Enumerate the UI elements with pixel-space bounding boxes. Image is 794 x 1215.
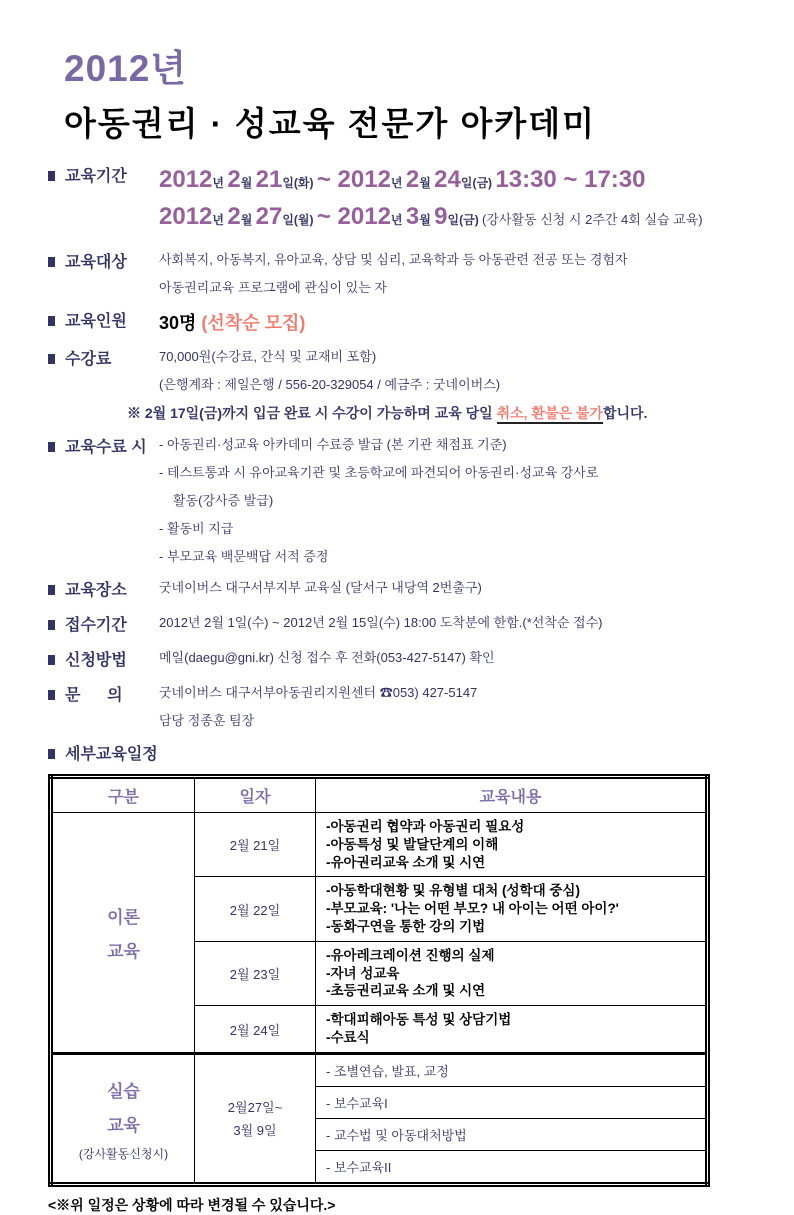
content-line: -유아권리교육 소개 및 시연 <box>326 854 486 870</box>
content-line: -아동권리 협약과 아동권리 필요성 <box>326 818 525 834</box>
content-line: -아동학대현황 및 유형별 대처 (성학대 중심) <box>326 883 580 899</box>
table-row <box>51 812 708 876</box>
text-segment: 일(화) <box>282 176 317 190</box>
header-cell-content: 교육내용 <box>316 776 708 812</box>
table-row <box>51 1053 708 1086</box>
section-apply-period <box>48 614 750 637</box>
page-title: 아동권리 · 성교육 전문가 아카데미 <box>64 105 596 142</box>
table-header-row <box>51 776 708 812</box>
text-segment: 2 <box>227 166 241 193</box>
text-segment: (선착순 모집) <box>201 312 306 333</box>
content-line: -자녀 성교육 <box>326 965 400 981</box>
target-line-2: 아동권리교육 프로그램에 관심이 있는 자 <box>159 279 387 295</box>
content-cell <box>316 941 708 1005</box>
text-segment: 년 <box>212 176 228 190</box>
section-label: 교육인원 <box>65 312 127 330</box>
text-segment: 월 <box>240 176 256 190</box>
section-venue <box>48 579 750 602</box>
target-content <box>159 251 628 298</box>
apply-method-content: 메일(daegu@gni.kr) 신청 접수 후 전화(053-427-5147) 확인 <box>159 649 495 665</box>
capacity-content <box>159 310 305 336</box>
text-segment: 년 <box>390 213 406 227</box>
text-segment: 2 <box>405 166 420 193</box>
text-segment: 일(금) <box>447 213 483 227</box>
square-bullet-icon <box>48 257 55 267</box>
square-bullet-icon <box>48 749 55 759</box>
fee-refund-note <box>127 403 647 424</box>
content-cell: - 교수법 및 아동대처방법 <box>316 1118 708 1150</box>
square-bullet-icon <box>48 354 55 364</box>
section-completion <box>48 436 750 566</box>
fee-line-2: (은행계좌 : 제일은행 / 556-20-329054 / 예금주 : 굿네이버스) <box>159 376 501 392</box>
content-cell <box>316 812 708 876</box>
header-cell-category: 구분 <box>51 776 195 812</box>
text-segment: 2012 <box>159 166 213 193</box>
period-line-1 <box>159 165 703 198</box>
date-line: 3월 9일 <box>233 1123 277 1139</box>
text-segment: (강사활동 신청 시 2주간 4회 실습 교육) <box>482 212 703 227</box>
content-line: -학대피해아동 특성 및 상담기법 <box>326 1012 512 1028</box>
title-year: 2012년 <box>64 48 188 89</box>
text-segment: 13:30 ~ 17:30 <box>495 166 646 193</box>
text-segment: ~ 2012 <box>316 203 391 230</box>
square-bullet-icon <box>48 316 55 326</box>
date-cell <box>195 1053 316 1184</box>
fee-line-1: 70,000원(수강료, 간식 및 교재비 포함) <box>159 348 377 364</box>
text-segment: 3 <box>405 203 420 230</box>
group-cell-practice <box>51 1053 195 1184</box>
text-segment: ※ 2월 17일(금)까지 입금 완료 시 수강이 가능하며 교육 당일 <box>127 405 497 422</box>
content-cell: - 조별연습, 발표, 교정 <box>316 1053 708 1086</box>
date-cell: 2월 24일 <box>195 1006 316 1054</box>
date-line: 2월27일~ <box>227 1100 283 1116</box>
content-line: -부모교육: '나는 어떤 부모? 내 아이는 어떤 아이?' <box>326 901 619 917</box>
group-cell-theory <box>51 812 195 1053</box>
text-segment: 30명 <box>159 312 202 333</box>
text-segment: 2012 <box>159 203 213 230</box>
content-line: -초등권리교육 소개 및 시연 <box>326 983 486 999</box>
content-cell <box>316 1006 708 1054</box>
group-label-line: 교육 <box>107 941 140 961</box>
square-bullet-icon <box>48 655 55 665</box>
section-target <box>48 251 750 298</box>
square-bullet-icon <box>48 171 55 181</box>
text-segment: 24 <box>434 166 461 193</box>
section-label: 신청방법 <box>65 651 127 669</box>
square-bullet-icon <box>48 620 55 630</box>
date-cell: 2월 23일 <box>195 941 316 1005</box>
section-label: 교육대상 <box>65 254 127 271</box>
section-label: 교육기간 <box>65 168 127 185</box>
completion-content <box>159 436 598 566</box>
inquiry-line-2: 담당 정종훈 팀장 <box>159 712 255 728</box>
section-capacity <box>48 310 750 336</box>
section-fee <box>48 348 750 425</box>
content-line: -유아레크레이션 진행의 실제 <box>326 947 495 963</box>
target-line-1: 사회복지, 아동복지, 유아교육, 상담 및 심리, 교육학과 등 아동관련 전공 또는 경험자 <box>159 252 628 267</box>
section-label: 수강료 <box>65 350 112 368</box>
content-cell: - 보수교육I <box>316 1086 708 1118</box>
section-label: 문 의 <box>65 687 123 705</box>
period-line-2 <box>159 202 703 235</box>
apply-period-content: 2012년 2월 1일(수) ~ 2012년 2월 15일(수) 18:00 도착분에 한함.(*선착순 접수) <box>159 614 603 630</box>
completion-item: - 활동비 지급 <box>159 520 234 536</box>
section-inquiry <box>48 684 750 731</box>
completion-item: - 부모교육 백문백답 서적 증정 <box>159 548 329 564</box>
text-segment: 일(금) <box>460 176 496 190</box>
text-segment: 년 <box>390 176 406 190</box>
text-segment: 년 <box>212 213 228 227</box>
schedule-table <box>48 774 710 1187</box>
text-segment: 월 <box>419 213 435 227</box>
inquiry-content <box>159 684 477 731</box>
square-bullet-icon <box>48 585 55 595</box>
header-cell-date: 일자 <box>195 776 316 812</box>
section-label: 접수기간 <box>65 616 127 634</box>
text-segment: 21 <box>255 166 283 193</box>
text-segment: ~ 2012 <box>316 166 391 193</box>
content-cell: - 보수교육II <box>316 1150 708 1184</box>
content-line: -수료식 <box>326 1030 370 1046</box>
venue-content: 굿네이버스 대구서부지부 교육실 (달서구 내당역 2번출구) <box>159 579 482 595</box>
group-label-line: 이론 <box>107 907 140 927</box>
text-segment: 합니다. <box>602 405 648 422</box>
group-label-line: 교육 <box>107 1116 140 1136</box>
section-schedule-heading <box>48 743 750 766</box>
completion-item-wrap: 활동(강사증 발급) <box>173 493 274 508</box>
text-segment: 27 <box>255 203 283 230</box>
completion-item: - 테스트통과 시 유아교육기관 및 초등학교에 파견되어 아동권리·성교육 강사로 <box>159 465 599 481</box>
square-bullet-icon <box>48 442 55 452</box>
inquiry-line-1: 굿네이버스 대구서부아동권리지원센터 ☎053) 427-5147 <box>159 685 478 701</box>
content-line: -아동특성 및 발달단계의 이해 <box>326 836 499 852</box>
text-segment: 취소, 환불은 불가 <box>497 405 603 424</box>
square-bullet-icon <box>48 690 55 700</box>
section-label: 세부교육일정 <box>65 745 158 763</box>
section-apply-method <box>48 649 750 672</box>
date-cell: 2월 22일 <box>195 877 316 941</box>
group-label-line: 실습 <box>107 1082 140 1102</box>
section-label: 교육장소 <box>65 581 127 599</box>
text-segment: 월 <box>419 176 435 190</box>
section-label: 교육수료 시 <box>65 439 147 457</box>
fee-content <box>127 348 648 425</box>
text-segment: 일(월) <box>282 213 317 227</box>
content-line: -동화구연을 통한 강의 기법 <box>326 919 486 935</box>
text-segment: 9 <box>434 203 448 230</box>
text-segment: 2 <box>227 203 241 230</box>
completion-item: - 아동권리·성교육 아카데미 수료증 발급 (본 기관 채점표 기준) <box>159 437 507 453</box>
period-content <box>159 165 703 239</box>
schedule-footnote: <※위 일정은 상황에 따라 변경될 수 있습니다.> <box>48 1196 336 1213</box>
content-cell <box>316 877 708 941</box>
text-segment: 월 <box>240 213 256 227</box>
date-cell: 2월 21일 <box>195 812 316 876</box>
group-note: (강사활동신청시) <box>78 1147 169 1162</box>
section-period <box>48 165 750 239</box>
